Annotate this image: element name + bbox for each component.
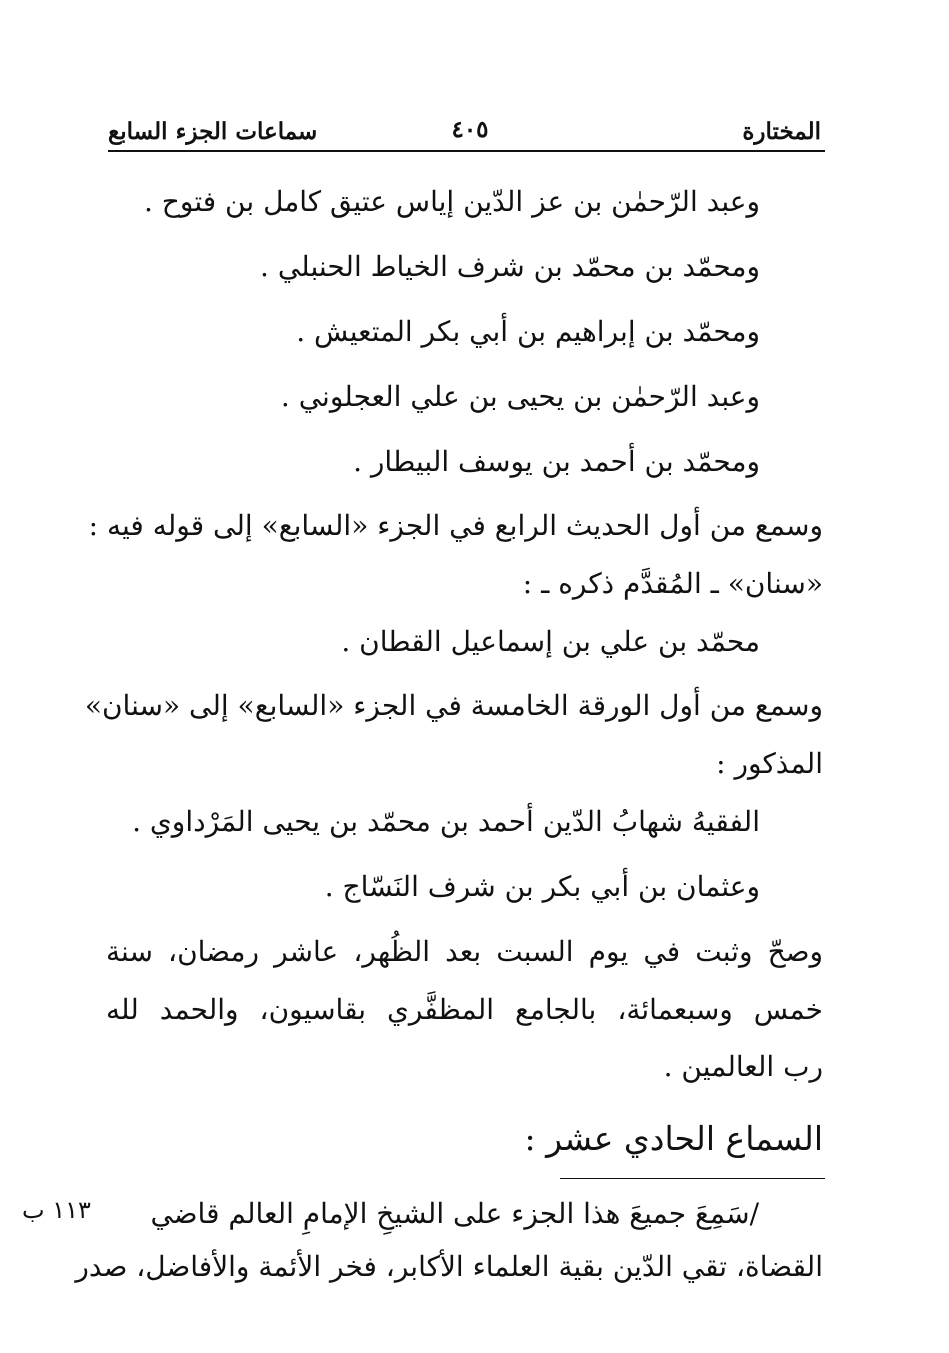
text-line: ومحمّد بن محمّد بن شرف الخياط الحنبلي . [260, 250, 760, 283]
text-line: رب العالمين . [663, 1050, 823, 1083]
text-line: خمس وسبعمائة، بالجامع المظفَّري بقاسيون، والحمد لله [106, 993, 823, 1026]
text-line: ومحمّد بن إبراهيم بن أبي بكر المتعيش . [296, 315, 760, 348]
header-rule [108, 150, 825, 152]
text-line: القضاة، تقي الدّين بقية العلماء الأكابر، فخر الأئمة والأفاضل، صدر [75, 1250, 823, 1283]
text-line: وعبد الرّحمٰن بن يحيى بن علي العجلوني . [280, 380, 760, 413]
header-section-title: سماعات الجزء السابع [108, 118, 318, 145]
heading-rule [560, 1178, 825, 1179]
header-page-number: ٤٠٥ [451, 116, 489, 143]
text-line: وصحّ وثبت في يوم السبت بعد الظُهر، عاشر رمضان، سنة [106, 935, 823, 968]
text-line: وعثمان بن أبي بكر بن شرف النَسّاج . [324, 870, 760, 903]
text-line: /سَمِعَ جميعَ هذا الجزء على الشيخِ الإمامِ العالم قاضي [150, 1197, 759, 1230]
text-line: ومحمّد بن أحمد بن يوسف البيطار . [353, 445, 760, 478]
margin-folio-note: ١١٣ ب [22, 1196, 91, 1224]
text-line: وعبد الرّحمٰن بن عز الدّين إياس عتيق كامل بن فتوح . [143, 185, 760, 218]
text-line: محمّد بن علي بن إسماعيل القطان . [341, 625, 760, 658]
text-line: وسمع من أول الورقة الخامسة في الجزء «السابع» إلى «سنان» [84, 689, 823, 722]
text-line: «سنان» ـ المُقدَّم ذكره ـ : [522, 567, 823, 600]
header-book-title: المختارة [742, 118, 821, 145]
text-line: الفقيهُ شهابُ الدّين أحمد بن محمّد بن يحيى المَرْداوي . [132, 805, 760, 838]
text-line: وسمع من أول الحديث الرابع في الجزء «السابع» إلى قوله فيه : [88, 509, 823, 542]
text-line: المذكور : [716, 747, 823, 780]
section-heading: السماع الحادي عشر : [524, 1119, 823, 1158]
